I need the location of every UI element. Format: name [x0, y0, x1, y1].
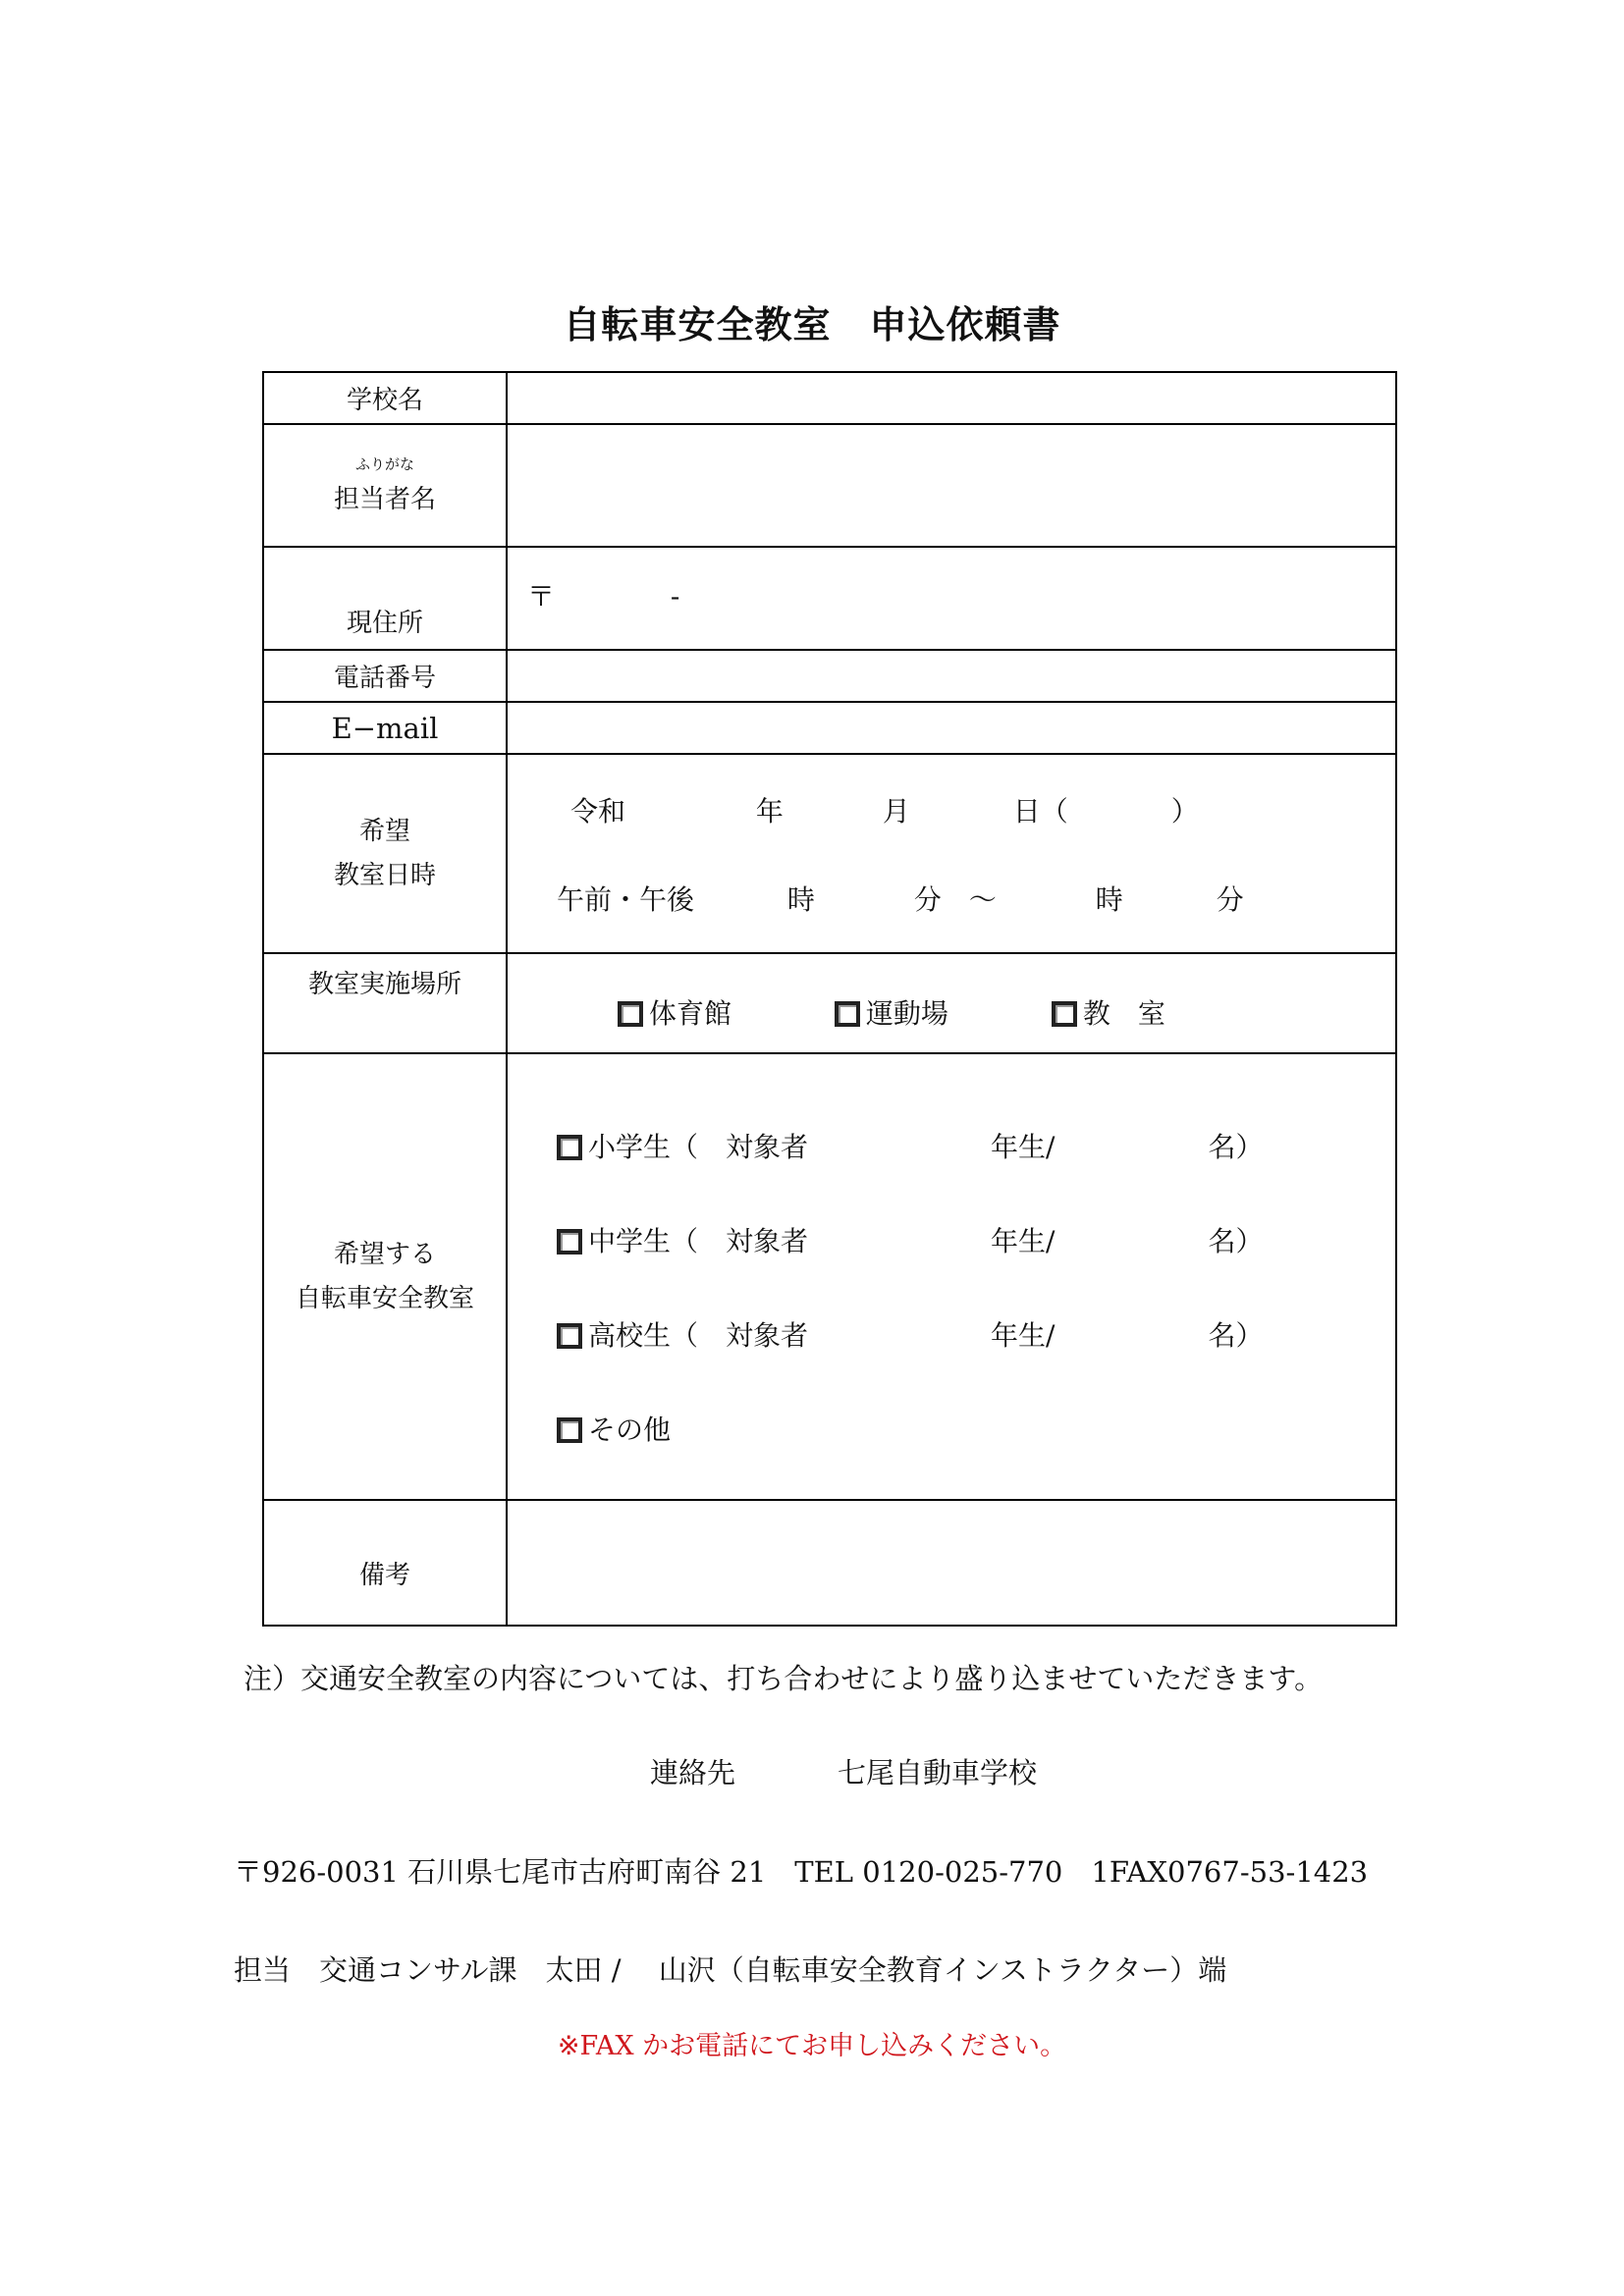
checkbox-icon[interactable]: [557, 1229, 582, 1255]
course-count: 名）: [1208, 1130, 1264, 1163]
checkbox-icon[interactable]: [557, 1323, 582, 1349]
remarks-field[interactable]: [507, 1500, 1396, 1626]
venue-option-label: 教 室: [1082, 997, 1165, 1030]
row-phone: [263, 650, 1396, 702]
minute2-label: 分: [1216, 882, 1244, 916]
course-name: 中学生（ 対象者: [588, 1224, 809, 1257]
contact-person-field[interactable]: [507, 424, 1396, 547]
date-field[interactable]: [507, 754, 1396, 953]
label-venue: 教室実施場所: [263, 953, 507, 1053]
course-field: [507, 1053, 1396, 1500]
label-email: E−mail: [263, 702, 507, 754]
era-label: 令和: [570, 794, 626, 828]
course-option-junior-high[interactable]: [557, 1220, 1395, 1259]
course-grade: 年生/: [991, 1318, 1056, 1352]
checkbox-icon[interactable]: [557, 1417, 582, 1443]
row-remarks: [263, 1500, 1396, 1626]
row-school: [263, 372, 1396, 424]
minute-label: 分 ～: [913, 882, 997, 916]
document-title: 自転車安全教室 申込依頼書: [563, 303, 1061, 347]
contact-person-label: 担当者名: [333, 485, 436, 514]
contact-line: [650, 1751, 1037, 1791]
course-count: 名）: [1208, 1224, 1264, 1257]
label-course: [263, 1053, 507, 1500]
furigana-label: ふりがな: [354, 455, 414, 473]
course-count: 名）: [1208, 1318, 1264, 1352]
row-venue: [263, 953, 1396, 1053]
hour-label: 時: [786, 882, 815, 916]
label-date: [263, 754, 507, 953]
course-option-high-school[interactable]: [557, 1314, 1395, 1354]
ampm-label: 午前・午後: [557, 882, 695, 916]
course-name: 小学生（ 対象者: [588, 1130, 809, 1163]
checkbox-icon[interactable]: [835, 1001, 860, 1027]
venue-option-gym[interactable]: [618, 997, 731, 1030]
label-phone: 電話番号: [263, 650, 507, 702]
course-label-line2: 自転車安全教室: [295, 1283, 474, 1313]
postal-dash: -: [670, 580, 680, 613]
venue-option-field[interactable]: [835, 997, 948, 1030]
contact-name: 七尾自動車学校: [838, 1756, 1038, 1789]
course-option-elementary[interactable]: [557, 1126, 1395, 1165]
course-other-label: その他: [588, 1413, 672, 1446]
row-address: [263, 547, 1396, 650]
venue-option-label: 体育館: [649, 997, 732, 1030]
address-line: 〒926-0031 石川県七尾市古府町南谷 21 TEL 0120-025-770 1FAX0767-53-1423: [234, 1855, 1369, 1889]
row-contact-person: [263, 424, 1396, 547]
course-label-line1: 希望する: [333, 1240, 436, 1270]
row-date: [263, 754, 1396, 953]
course-option-other[interactable]: [557, 1409, 1395, 1448]
date-label-line2: 教室日時: [333, 860, 436, 890]
month-label: 月: [882, 794, 910, 828]
label-remarks: 備考: [263, 1500, 507, 1626]
checkbox-icon[interactable]: [618, 1001, 643, 1027]
school-name-field[interactable]: [507, 372, 1396, 424]
weekday-close: ）: [1170, 794, 1199, 828]
phone-field[interactable]: [507, 650, 1396, 702]
row-email: [263, 702, 1396, 754]
application-form-table: [262, 371, 1397, 1627]
email-field[interactable]: [507, 702, 1396, 754]
venue-field: [507, 953, 1396, 1053]
contact-label: 連絡先: [650, 1756, 736, 1789]
checkbox-icon[interactable]: [557, 1135, 582, 1160]
application-notice: ※FAX かお電話にてお申し込みください。: [557, 2031, 1067, 2061]
course-grade: 年生/: [991, 1224, 1056, 1257]
label-contact-person: [263, 424, 507, 547]
year-label: 年: [755, 794, 784, 828]
address-field[interactable]: [507, 547, 1396, 650]
course-grade: 年生/: [991, 1130, 1056, 1163]
label-school: 学校名: [263, 372, 507, 424]
course-name: 高校生（ 対象者: [588, 1318, 809, 1352]
checkbox-icon[interactable]: [1052, 1001, 1077, 1027]
postal-mark: 〒: [527, 580, 556, 613]
note-text: 注）交通安全教室の内容については、打ち合わせにより盛り込ませていただきます。: [244, 1662, 1324, 1695]
venue-option-classroom[interactable]: [1052, 997, 1165, 1030]
staff-line: 担当 交通コンサル課 太田 / 山沢（自転車安全教育インストラクター）端: [234, 1953, 1227, 1987]
day-label: 日（: [1012, 794, 1068, 828]
hour2-label: 時: [1095, 882, 1123, 916]
label-address: 現住所: [263, 547, 507, 650]
row-course: [263, 1053, 1396, 1500]
venue-option-label: 運動場: [865, 997, 948, 1030]
date-label-line1: 希望: [358, 817, 410, 847]
